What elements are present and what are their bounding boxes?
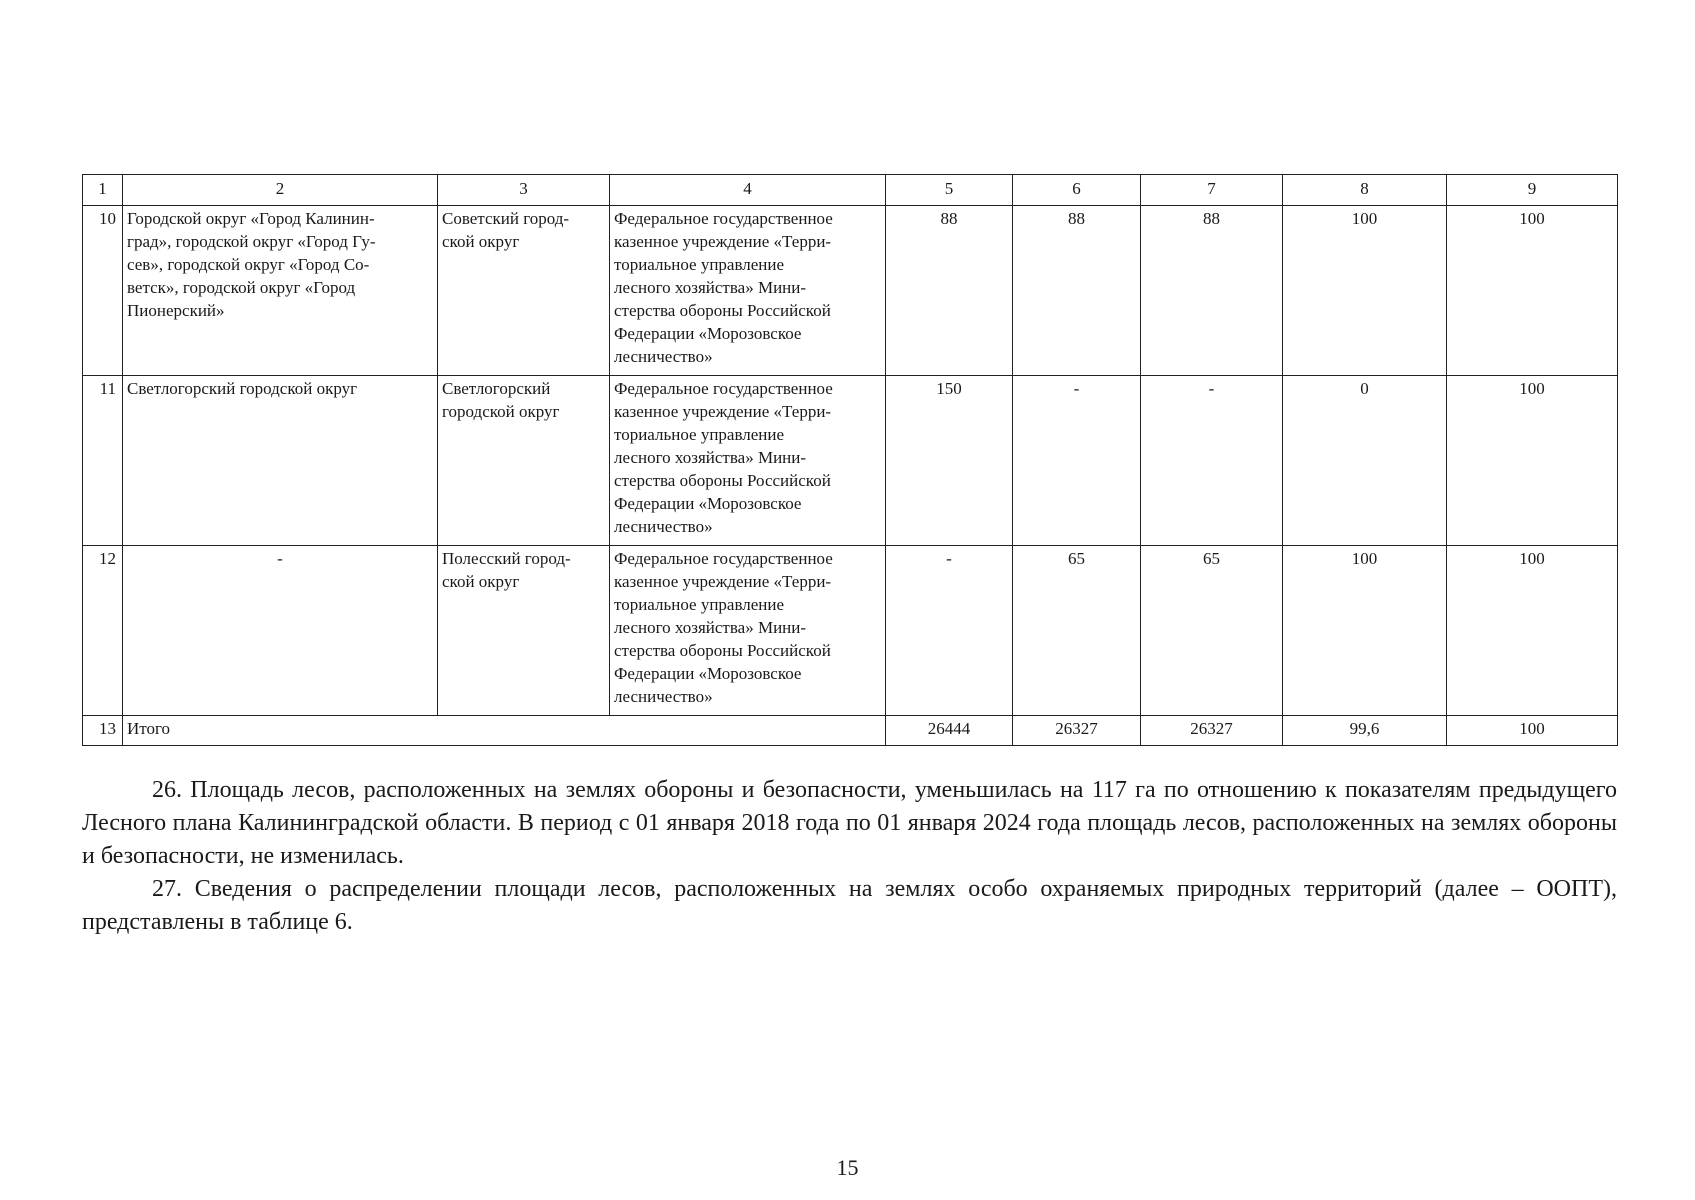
value-cell: 100 — [1283, 546, 1447, 716]
header-cell: 5 — [886, 175, 1013, 206]
forest-area-table — [82, 174, 1618, 746]
row-number: 13 — [83, 716, 123, 746]
institution-cell: Федеральное государственное казенное учреждение «Терри- ториальное управление лесного хозяйства» Мини- стерства обороны Российской Федерации «Морозовское лесничество» — [610, 206, 886, 376]
value-cell: 0 — [1283, 376, 1447, 546]
table-row — [83, 546, 1618, 716]
table-row — [83, 376, 1618, 546]
paragraph-27: 27. Сведения о распределении площади лесов, расположенных на землях особо охраняемых природных территорий (далее – ООПТ), представлены в таблице 6. — [82, 876, 1617, 935]
municipality-cell: Светлогорский городской округ — [123, 376, 438, 546]
total-label: Итого — [123, 716, 886, 746]
value-cell: 150 — [886, 376, 1013, 546]
header-cell: 3 — [438, 175, 610, 206]
value-cell: 100 — [1447, 206, 1618, 376]
value-cell: 100 — [1283, 206, 1447, 376]
header-cell: 9 — [1447, 175, 1618, 206]
value-cell: 88 — [1141, 206, 1283, 376]
forest-table-container — [82, 174, 1617, 746]
paragraph-26: 26. Площадь лесов, расположенных на землях обороны и безопасности, уменьшилась на 117 га по отношению к показателям предыдущего Лесного плана Калининградской области. В период с 01 января 2018 года по 01 января 2024 года площадь лесов, расположенных на землях обороны и безопасности, не изменилась. — [82, 777, 1617, 869]
row-number: 10 — [83, 206, 123, 376]
value-cell: 65 — [1013, 546, 1141, 716]
header-cell: 2 — [123, 175, 438, 206]
value-cell: - — [886, 546, 1013, 716]
table-header-row — [83, 175, 1618, 206]
total-value-cell: 99,6 — [1283, 716, 1447, 746]
header-cell: 4 — [610, 175, 886, 206]
value-cell: 88 — [1013, 206, 1141, 376]
total-value-cell: 26327 — [1013, 716, 1141, 746]
total-value-cell: 26327 — [1141, 716, 1283, 746]
institution-cell: Федеральное государственное казенное учреждение «Терри- ториальное управление лесного хозяйства» Мини- стерства обороны Российской Федерации «Морозовское лесничество» — [610, 546, 886, 716]
table-total-row — [83, 716, 1618, 746]
district-cell: Советский город- ской округ — [438, 206, 610, 376]
row-number: 11 — [83, 376, 123, 546]
value-cell: - — [1013, 376, 1141, 546]
value-cell: 100 — [1447, 546, 1618, 716]
header-cell: 1 — [83, 175, 123, 206]
header-cell: 8 — [1283, 175, 1447, 206]
page-number: 15 — [836, 1155, 859, 1180]
municipality-cell: Городской округ «Город Калинин- град», городской округ «Город Гу- сев», городской округ «Город Со- ветск», городской округ «Город Пионерский» — [123, 206, 438, 376]
value-cell: - — [1141, 376, 1283, 546]
row-number: 12 — [83, 546, 123, 716]
total-value-cell: 100 — [1447, 716, 1618, 746]
municipality-cell: - — [123, 546, 438, 716]
body-text — [82, 774, 1617, 939]
header-cell: 6 — [1013, 175, 1141, 206]
total-value-cell: 26444 — [886, 716, 1013, 746]
value-cell: 65 — [1141, 546, 1283, 716]
header-cell: 7 — [1141, 175, 1283, 206]
district-cell: Светлогорский городской округ — [438, 376, 610, 546]
table-row — [83, 206, 1618, 376]
district-cell: Полесский город- ской округ — [438, 546, 610, 716]
value-cell: 88 — [886, 206, 1013, 376]
value-cell: 100 — [1447, 376, 1618, 546]
institution-cell: Федеральное государственное казенное учреждение «Терри- ториальное управление лесного хозяйства» Мини- стерства обороны Российской Федерации «Морозовское лесничество» — [610, 376, 886, 546]
